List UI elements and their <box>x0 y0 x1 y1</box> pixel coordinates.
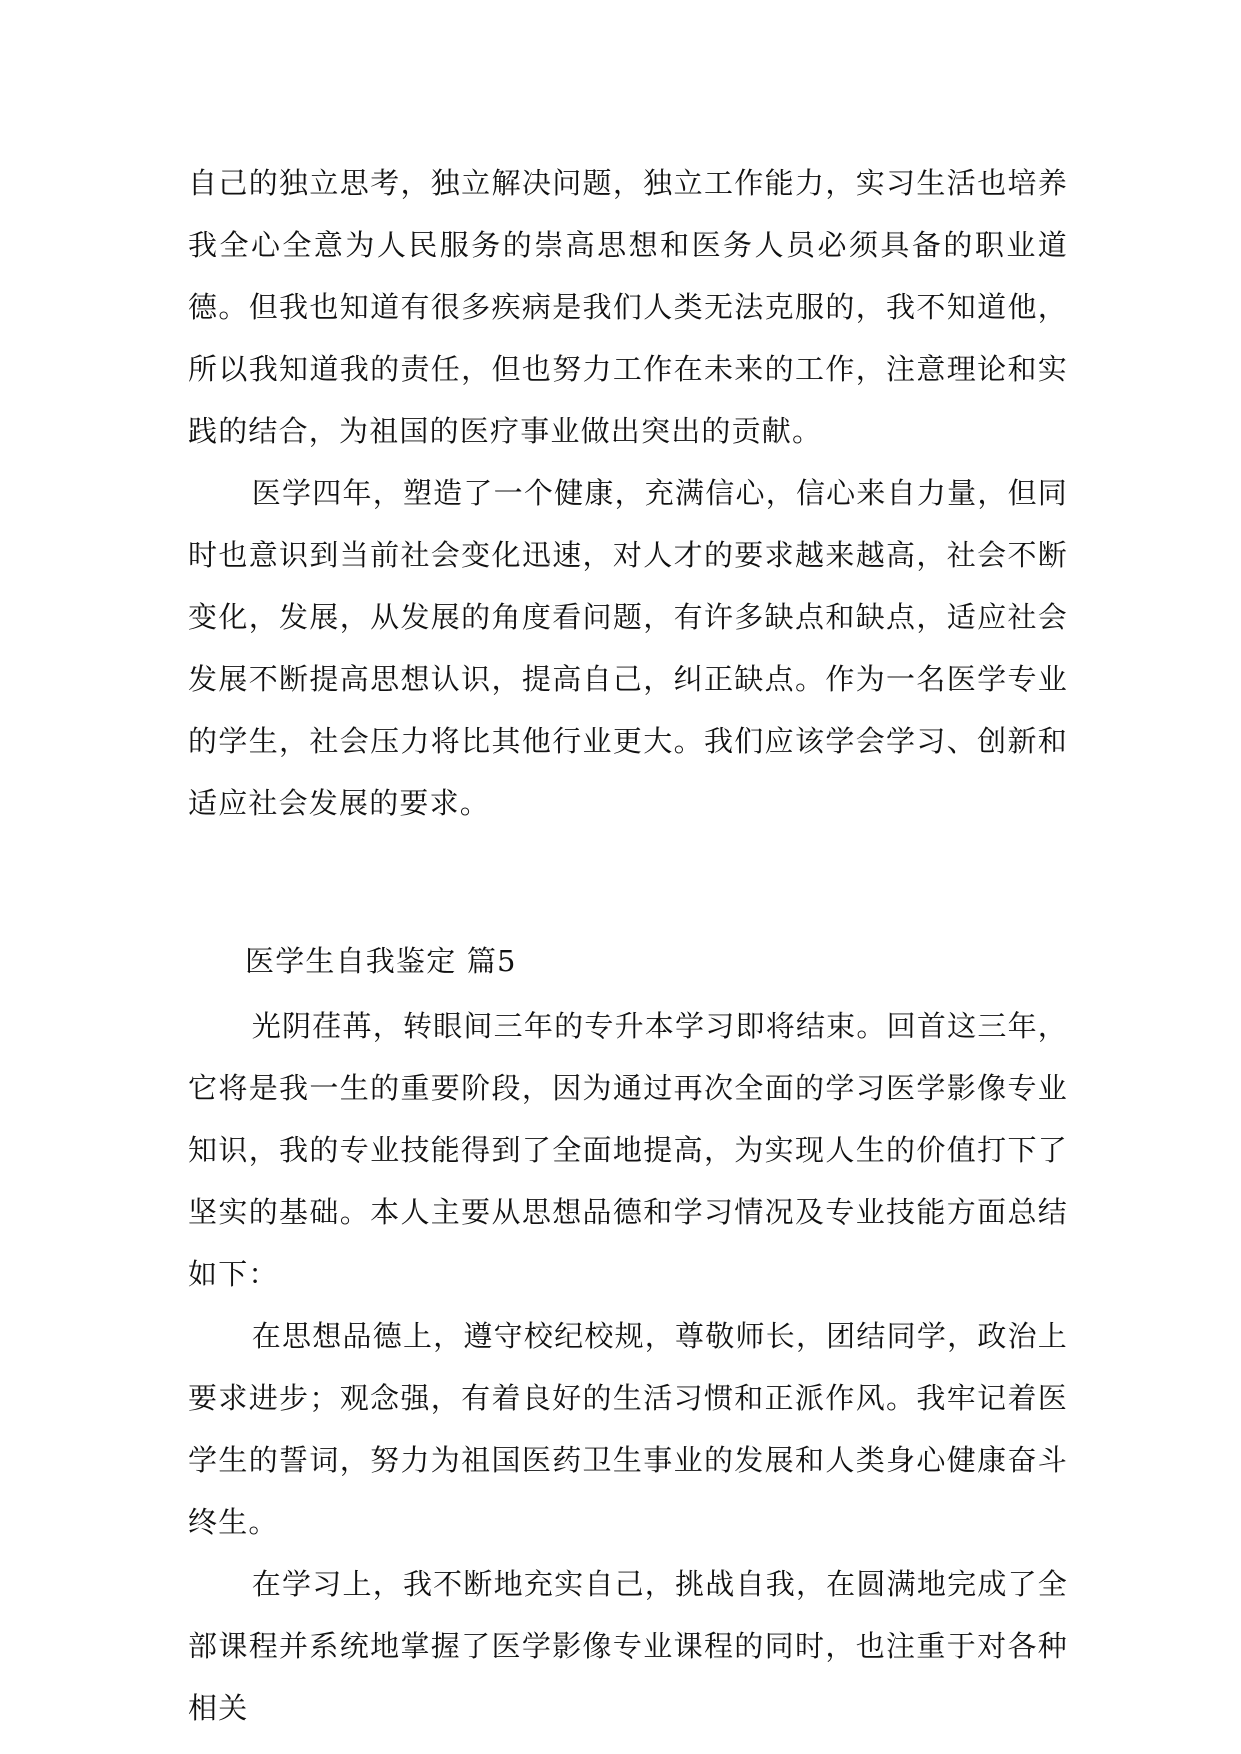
paragraph: 光阴荏苒，转眼间三年的专升本学习即将结束。回首这三年，它将是我一生的重要阶段，因为通过再次全面的学习医学影像专业知识，我的专业技能得到了全面地提高，为实现人生的价值打下了坚实的基础。本人主要从思想品德和学习情况及专业技能方面总结如下： <box>188 1009 1068 1291</box>
paragraph: 在思想品德上，遵守校纪校规，尊敬师长，团结同学，政治上要求进步；观念强，有着良好的生活习惯和正派作风。我牢记着医学生的誓词，努力为祖国医药卫生事业的发展和人类身心健康奋斗终生。 <box>188 1319 1068 1539</box>
body-text-section-b <box>188 995 1068 1739</box>
paragraph: 在学习上，我不断地充实自己，挑战自我，在圆满地完成了全部课程并系统地掌握了医学影像专业课程的同时，也注重于对各种相关 <box>188 1567 1068 1725</box>
section-heading: 医学生自我鉴定 篇5 <box>245 944 517 978</box>
body-text-section-a <box>188 152 1068 834</box>
paragraph: 自己的独立思考，独立解决问题，独立工作能力，实习生活也培养我全心全意为人民服务的崇高思想和医务人员必须具备的职业道德。但我也知道有很多疾病是我们人类无法克服的，我不知道他，所以我知道我的责任，但也努力工作在未来的工作，注意理论和实践的结合，为祖国的医疗事业做出突出的贡献。 <box>188 166 1068 448</box>
paragraph: 医学四年，塑造了一个健康，充满信心，信心来自力量，但同时也意识到当前社会变化迅速，对人才的要求越来越高，社会不断变化，发展，从发展的角度看问题，有许多缺点和缺点，适应社会发展不断提高思想认识，提高自己，纠正缺点。作为一名医学专业的学生，社会压力将比其他行业更大。我们应该学会学习、创新和适应社会发展的要求。 <box>188 476 1068 820</box>
